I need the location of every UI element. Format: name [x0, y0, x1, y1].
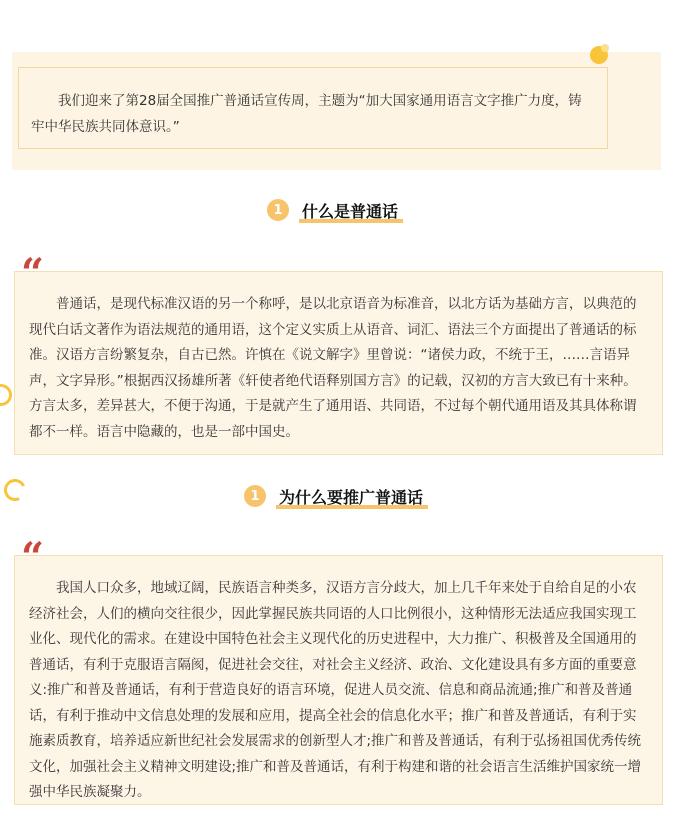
ring-decoration-icon	[0, 384, 12, 406]
section2-number-badge: 1	[244, 485, 266, 507]
section1-title: 什么是普通话	[299, 199, 401, 222]
section1-number-badge: 1	[267, 199, 289, 221]
small-dot-icon	[601, 44, 609, 52]
section2-title: 为什么要推广普通话	[276, 485, 426, 508]
section1-body: 普通话，是现代标准汉语的另一个称呼，是以北京语音为标准音，以北方话为基础方言，以典范的现代白话文著作为语法规范的通用语，这个定义实质上从语音、词汇、语法三个方面提出了普通话的标准。汉语方言纷繁复杂，自古已然。许慎在《说文解字》里曾说：“诸侯力政，不统于王，……言语异声，文字异形。”根据西汉扬雄所著《轩使者绝代语释别国方言》的记载，汉初的方言大致已有十来种。方言太多，差异甚大，不便于沟通，于是就产生了通用语、共同语，不过每个朝代通用语及其具体称谓都不一样。语言中隐藏的，也是一部中国史。	[29, 296, 637, 440]
ring-decoration-icon	[1, 476, 29, 504]
section2-heading	[244, 483, 426, 509]
section2-card	[14, 555, 663, 805]
section1-card	[14, 271, 663, 455]
intro-text: 我们迎来了第28届全国推广普通话宣传周，主题为“加大国家通用语言文字推广力度，铸牢中华民族共同体意识。”	[18, 67, 608, 149]
section1-heading	[267, 197, 401, 223]
section2-body: 我国人口众多，地域辽阔，民族语言种类多，汉语方言分歧大，加上几千年来处于自给自足的小农经济社会，人们的横向交往很少，因此掌握民族共同语的人口比例很小，这种情形无法适应我国实现工业化、现代化的需求。在建设中国特色社会主义现代化的历史进程中，大力推广、积极普及全国通用的普通话，有利于克服语言隔阂，促进社会交往，对社会主义经济、政治、文化建设具有多方面的重要意义:推广和普及普通话，有利于营造良好的语言环境，促进人员交流、信息和商品流通;推广和普及普通话，有利于推动中文信息处理的发展和应用，提高全社会的信息化水平；推广和普及普通话，有利于实施素质教育，培养适应新世纪社会发展需求的创新型人才;推广和普及普通话，有利于弘扬祖国优秀传统文化，加强社会主义精神文明建设;推广和普及普通话，有利于构建和谐的社会语言生活维护国家统一增强中华民族凝聚力。	[29, 580, 642, 800]
